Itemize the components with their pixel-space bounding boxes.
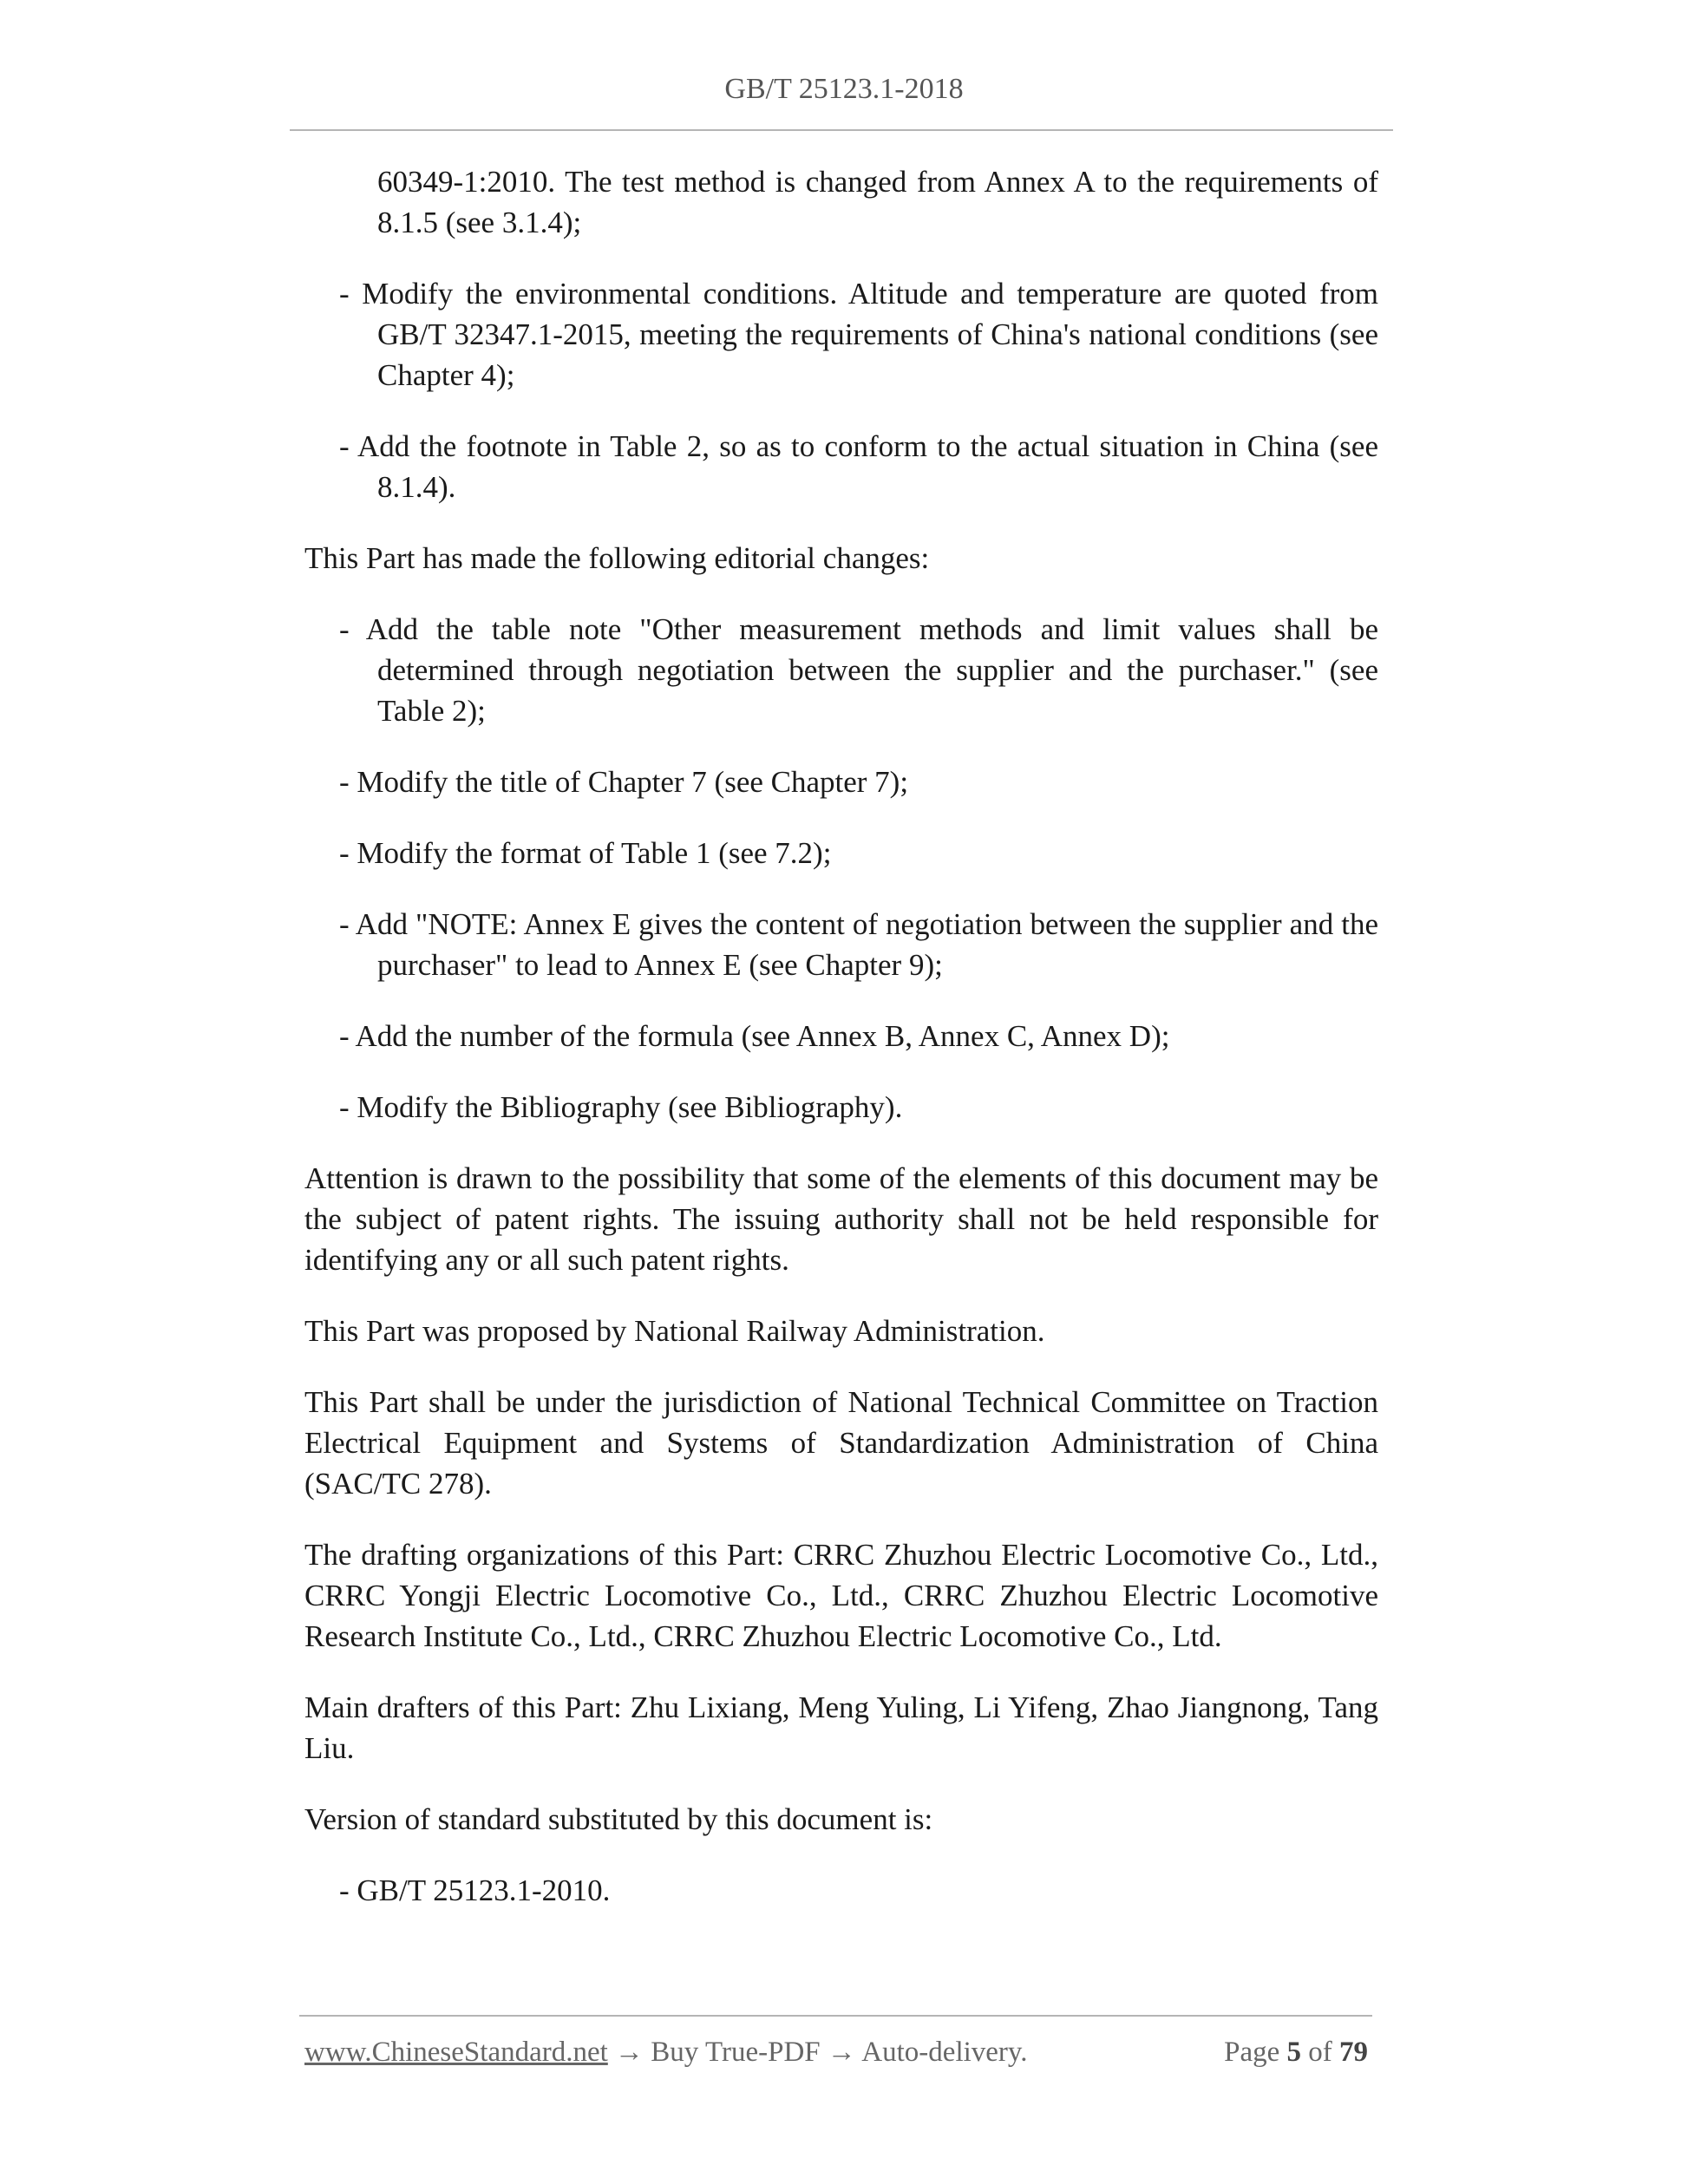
page-indicator <box>1224 2033 1368 2071</box>
proposed-by-paragraph: This Part was proposed by National Railway Administration. <box>304 1314 1045 1348</box>
editorial-change-item: - Add the number of the formula (see Annex B, Annex C, Annex D); <box>339 1019 1170 1053</box>
standard-number: GB/T 25123.1-2018 <box>724 73 964 105</box>
header-divider <box>290 129 1393 131</box>
editorial-change-item: - Modify the format of Table 1 (see 7.2); <box>339 836 832 870</box>
page-header <box>0 73 1688 106</box>
editorial-change-item: - Add "NOTE: Annex E gives the content of negotiation between the supplier and the purchaser" to lead to Annex E (see Chapter 9); <box>339 907 1378 982</box>
editorial-change-item: - Add the table note "Other measurement methods and limit values shall be determined through negotiation between the supplier and the purchaser." (see Table 2); <box>339 612 1378 728</box>
total-pages: 79 <box>1339 2037 1368 2068</box>
page-footer <box>304 2033 1368 2071</box>
page-label: Page <box>1224 2037 1280 2068</box>
footer-promo-text: → Buy True-PDF → Auto-delivery. <box>607 2037 1028 2068</box>
jurisdiction-paragraph: This Part shall be under the jurisdiction of National Technical Committee on Traction Electrical Equipment and Systems of Standardization Administration of China (SAC/TC 278). <box>304 1385 1378 1501</box>
main-drafters-paragraph: Main drafters of this Part: Zhu Lixiang, Meng Yuling, Li Yifeng, Zhao Jiangnong, Tang Liu. <box>304 1690 1378 1765</box>
substituted-version-item: - GB/T 25123.1-2010. <box>339 1873 611 1907</box>
substituted-version-intro: Version of standard substituted by this document is: <box>304 1802 933 1836</box>
editorial-changes-intro: This Part has made the following editorial changes: <box>304 541 930 575</box>
footer-promo <box>304 2033 1028 2071</box>
editorial-change-item: - Modify the Bibliography (see Bibliography). <box>339 1090 903 1124</box>
footer-divider <box>299 2015 1372 2017</box>
of-label: of <box>1308 2037 1332 2068</box>
technical-change-item: - Modify the environmental conditions. Altitude and temperature are quoted from GB/T 32347.1-2015, meeting the requirements of China's national conditions (see Chapter 4); <box>339 277 1378 392</box>
document-body <box>304 161 1378 1941</box>
editorial-change-item: - Modify the title of Chapter 7 (see Chapter 7); <box>339 765 909 799</box>
patent-notice: Attention is drawn to the possibility that some of the elements of this document may be the subject of patent rights. The issuing authority shall not be held responsible for identifying any or all such patent rights. <box>304 1161 1378 1277</box>
continued-list-item: 60349-1:2010. The test method is changed from Annex A to the requirements of 8.1.5 (see 3.1.4); <box>377 165 1378 239</box>
website-link[interactable]: www.ChineseStandard.net <box>304 2037 608 2068</box>
current-page-number: 5 <box>1286 2037 1301 2068</box>
drafting-organizations-paragraph: The drafting organizations of this Part: CRRC Zhuzhou Electric Locomotive Co., Ltd., CRRC Yongji Electric Locomotive Co., Ltd., CRRC Zhuzhou Electric Locomotive Research Institute Co., Ltd., CRRC Zhuzhou Electric Locomotive Co., Ltd. <box>304 1538 1378 1653</box>
technical-change-item: - Add the footnote in Table 2, so as to conform to the actual situation in China (see 8.1.4). <box>339 429 1378 504</box>
